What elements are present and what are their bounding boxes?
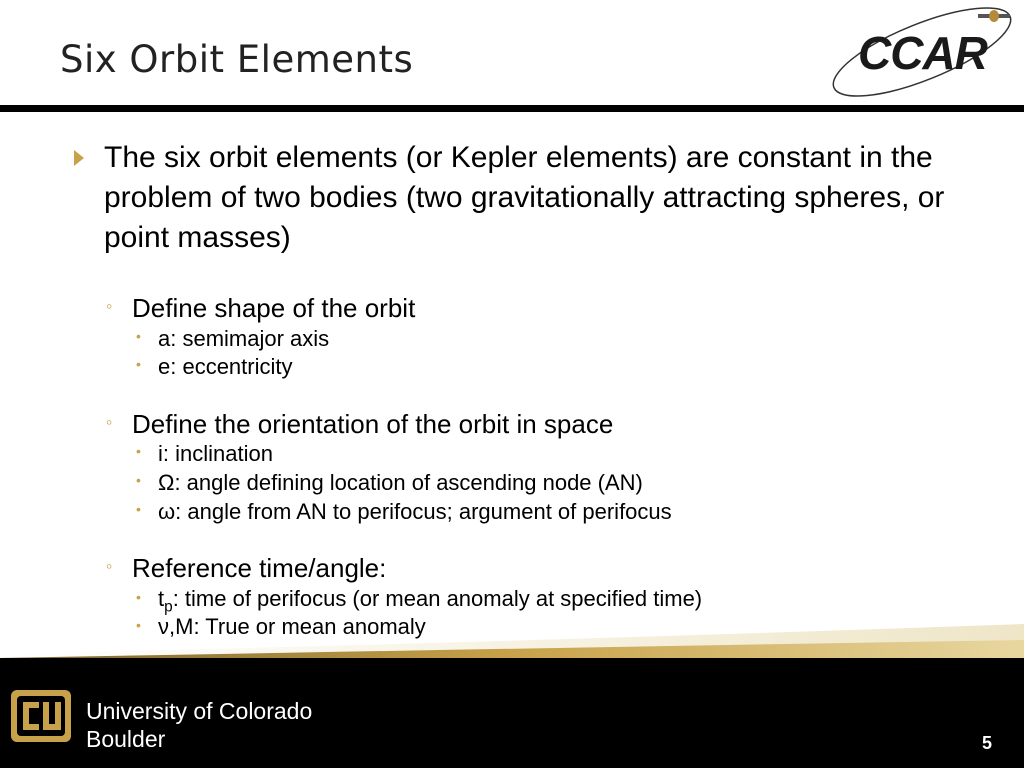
tp-description: : time of perifocus (or mean anomaly at specified time) [172,586,703,611]
dot-bullet-icon: • [136,328,141,344]
circle-bullet-icon: ◦ [106,296,113,316]
dot-bullet-icon: • [136,356,141,372]
circle-bullet-icon: ◦ [106,556,113,576]
list-item: ν,M: True or mean anomaly [158,614,426,639]
cu-buffalo-logo-icon [9,684,73,748]
list-item: i: inclination [158,441,273,466]
ccar-logo [822,0,1024,100]
tp-symbol: t [158,586,165,611]
logo-text: CCAR [858,27,987,79]
dot-bullet-icon: • [136,443,141,459]
triangle-bullet-icon [74,150,84,166]
dot-bullet-icon: • [136,472,141,488]
university-line2: Boulder [86,726,166,752]
gold-swoosh [0,612,1024,662]
title-divider [0,105,1024,112]
list-item: a: semimajor axis [158,326,330,351]
dot-bullet-icon: • [136,501,141,517]
university-name [86,697,312,753]
group-heading: Define the orientation of the orbit in space [132,409,614,439]
university-line1: University of Colorado [86,698,313,724]
page-number: 5 [982,733,993,753]
list-item: e: eccentricity [158,354,293,379]
list-item: ω: angle from AN to perifocus; argument of perifocus [158,499,672,524]
slide-title: Six Orbit Elements [60,38,414,81]
list-item: Ω: angle defining location of ascending node (AN) [158,470,643,495]
dot-bullet-icon: • [136,617,141,633]
circle-bullet-icon: ◦ [106,412,113,432]
group-heading: Define shape of the orbit [132,293,416,323]
dot-bullet-icon: • [136,589,141,605]
main-bullet-text: The six orbit elements (or Kepler elements) are constant in the problem of two bodies (two gravitationally attracting spheres, or point masses) [104,141,945,254]
group-heading: Reference time/angle: [132,553,387,583]
tp-subscript: p [164,598,173,616]
